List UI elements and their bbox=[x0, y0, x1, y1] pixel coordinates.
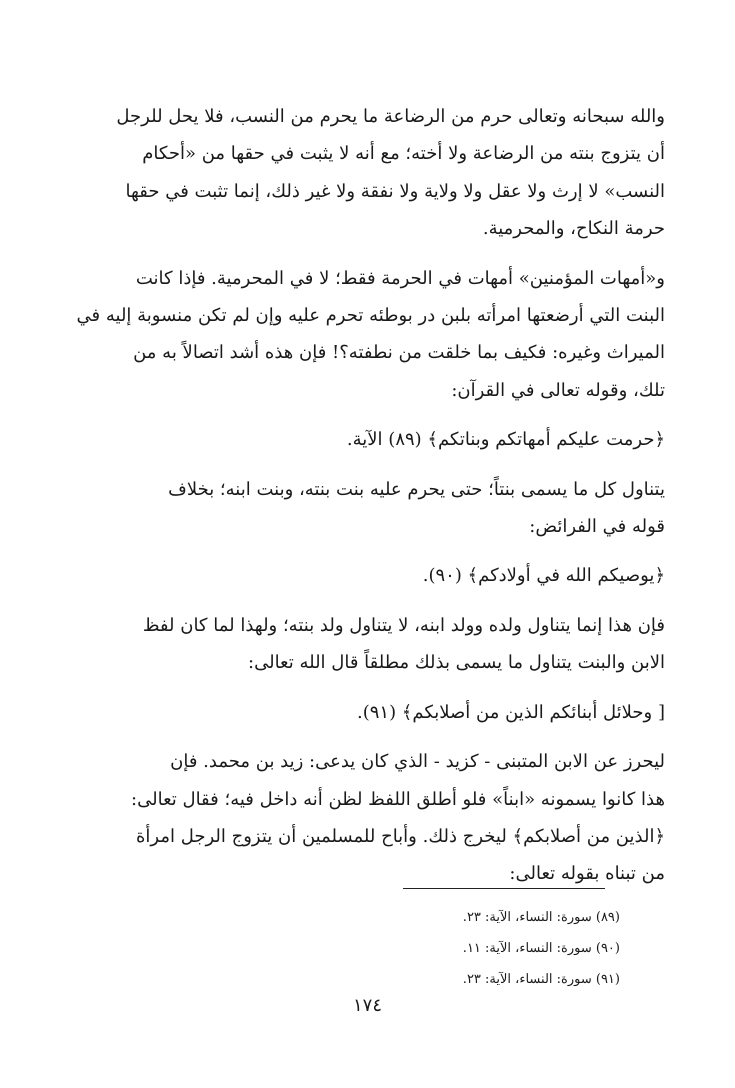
text-line: ليحرز عن الابن المتبنى - كزيد - الذي كان يدعى: زيد بن محمد. فإن bbox=[170, 751, 665, 773]
text-line: و«أمهات المؤمنين» أمهات في الحرمة فقط؛ لا في المحرمية. فإذا كانت bbox=[135, 267, 665, 289]
text-line: أن يتزوج بنته من الرضاعة ولا أخته؛ مع أنه لا يثبت في حقها من «أحكام bbox=[142, 143, 665, 165]
text-line: البنت التي أرضعتها امرأته بلبن در بوطئه تحرم عليه وإن لم تكن منسوبة إليه في bbox=[76, 305, 665, 327]
footnote: (٨٩) سورة: النساء، الآية: ٢٣. bbox=[462, 910, 620, 925]
quran-verse-line: ﴿حرمت عليكم أمهاتكم وبناتكم﴾ (٨٩) الآية. bbox=[346, 429, 665, 451]
text-line: هذا كانوا يسمونه «ابناً» فلو أطلق اللفظ لظن أنه داخل فيه؛ فقال تعالى: bbox=[131, 788, 665, 810]
text-line: حرمة النكاح، والمحرمية. bbox=[482, 218, 665, 240]
text-line: قوله في الفرائض: bbox=[529, 516, 665, 538]
page-number: ١٧٤ bbox=[352, 995, 382, 1016]
text-line: الابن والبنت يتناول ما يسمى بذلك مطلقاً قال الله تعالى: bbox=[248, 652, 665, 674]
footnote-divider bbox=[403, 888, 605, 889]
main-text bbox=[65, 98, 665, 893]
text-line: من تبناه بقوله تعالى: bbox=[509, 863, 665, 885]
text-line: ﴿الذين من أصلابكم﴾ ليخرج ذلك. وأباح للمسلمين أن يتزوج الرجل امرأة bbox=[135, 825, 665, 847]
text-line: فإن هذا إنما يتناول ولده وولد ابنه، لا يتناول ولد بنته؛ ولهذا لما كان لفظ bbox=[142, 614, 665, 636]
text-line: النسب» لا إرث ولا عقل ولا ولاية ولا نفقة ولا غير ذلك، إنما تثبت في حقها bbox=[125, 180, 665, 202]
text-line: الميراث وغيره: فكيف بما خلقت من نطفته؟! فإن هذه أشد اتصالاً به من bbox=[133, 342, 665, 364]
footnotes bbox=[360, 902, 620, 995]
footnote: (٩١) سورة: النساء، الآية: ٢٣. bbox=[462, 972, 620, 987]
quran-verse-line: ﴿يوصيكم الله في أولادكم﴾ (٩٠). bbox=[422, 565, 665, 587]
footnote: (٩٠) سورة: النساء، الآية: ١١. bbox=[462, 941, 620, 956]
quran-verse-line: [ وحلائل أبنائكم الذين من أصلابكم﴾ (٩١). bbox=[356, 701, 665, 723]
text-line: يتناول كل ما يسمى بنتاً؛ حتى يحرم عليه بنت بنته، وبنت ابنه؛ بخلاف bbox=[168, 478, 665, 500]
text-line: تلك، وقوله تعالى في القرآن: bbox=[451, 379, 665, 401]
text-line: والله سبحانه وتعالى حرم من الرضاعة ما يحرم من النسب، فلا يحل للرجل bbox=[116, 106, 665, 127]
